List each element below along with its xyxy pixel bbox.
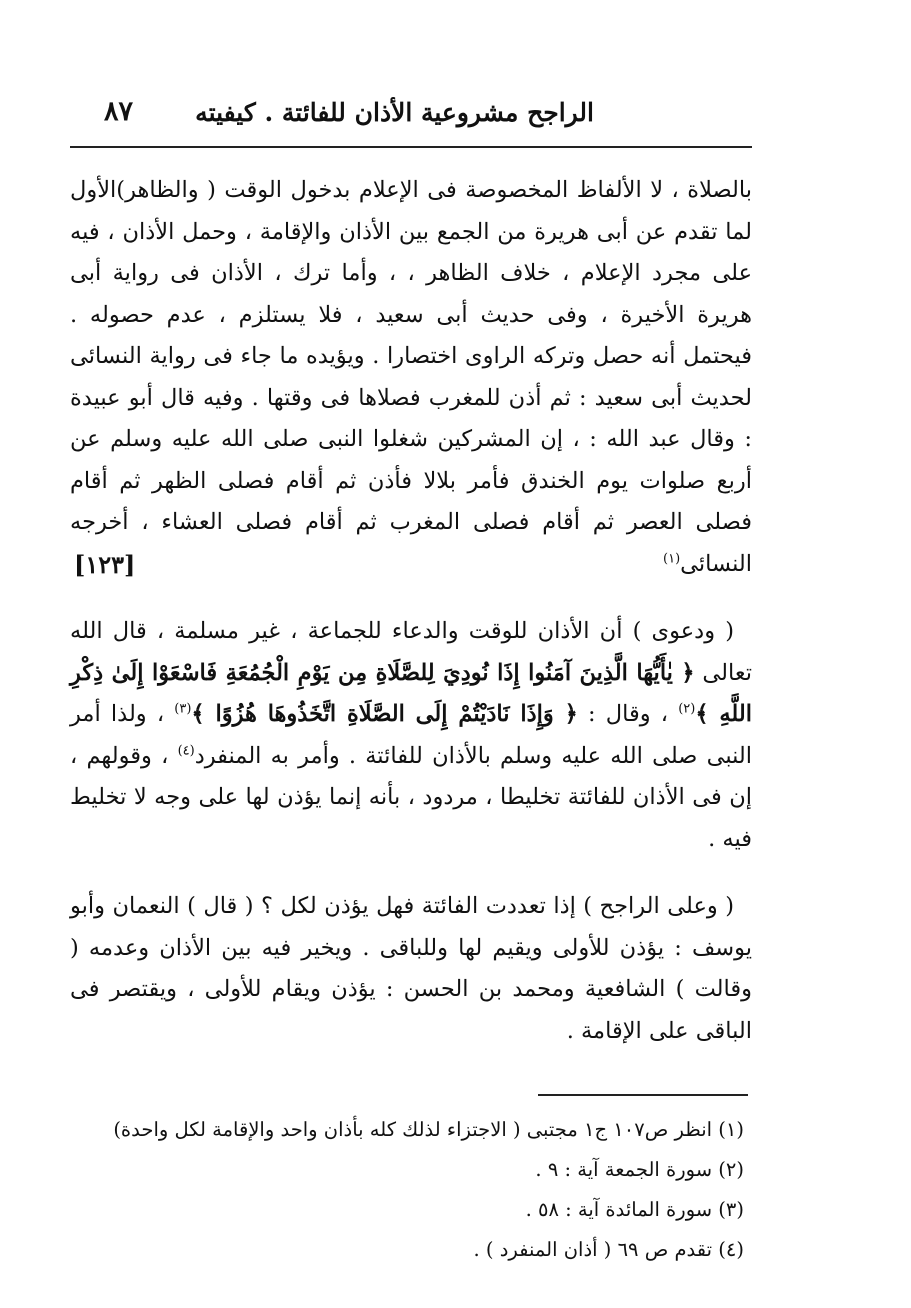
hadith-reference-number: [١٢٣]: [74, 549, 136, 579]
footnote-3: (٣) سورة المائدة آية : ٥٨ .: [525, 1198, 744, 1221]
quran-verse-2: ﴿ وَإِذَا نَادَيْتُمْ إِلَى الصَّلَاةِ اتَّخَذُوهَا هُزُوًا ﴾: [191, 701, 578, 727]
paragraph-2: [70, 611, 752, 860]
footnote-marker-4: (٤): [177, 743, 195, 758]
paragraph-3: [70, 886, 752, 1052]
paragraph-2-text-d: ، وقولهم ، إن فى الأذان للفائتة تخليطا ، مردود ، بأنه إنما يؤذن لها على وجه لا تخليط فيه .: [70, 742, 752, 852]
paragraph-2-text-a: ( ودعوى ) أن الأذان للوقت والدعاء للجماعة ، غير مسلمة ، قال الله تعالى: [70, 618, 752, 686]
quran-verse-1: ﴿ يٰأَيُّهَا الَّذِينَ آمَنُوا إِذَا نُودِيَ لِلصَّلَاةِ مِن يَوْمِ الْجُمُعَةِ فَاسْعَوْا إِلَىٰ ذِكْرِ اللَّهِ ﴾: [70, 659, 752, 727]
body-text: [70, 170, 752, 1052]
running-title: الراجح مشروعية الأذان للفائتة . كيفيته: [195, 98, 594, 127]
paragraph-1-text: بالصلاة ، لا الألفاظ المخصوصة فى الإعلام بدخول الوقت ( والظاهر)الأول لما تقدم عن أبى هريرة من الجمع بين الأذان والإقامة ، وحمل الأذان ، فيه على مجرد الإعلام ، خلاف الظاهر ، ، وأما ترك ، الأذان فى رواية أبى هريرة الأخيرة ، وفى حديث أبى سعيد ، فلا يستلزم ، عدم حصوله . فيحتمل أنه حصل وتركه الراوى اختصارا . ويؤيده ما جاء فى رواية النسائى لحديث أبى سعيد : ثم أذن للمغرب فصلاها فى وقتها . وفيه قال أبو عبيدة : وقال عبد الله : ، إن المشركين شغلوا النبى صلى الله عليه وسلم عن أربع صلوات يوم الخندق فأمر بلالا فأذن ثم أقام فصلى الظهر ثم أقام فصلى العصر ثم أقام فصلى المغرب ثم أقام فصلى العشاء ، أخرجه النسائى: [70, 177, 752, 577]
footnotes: [70, 1110, 744, 1270]
footnote-marker-1: (١): [663, 551, 681, 566]
paragraph-2-text-c: ، ولذا أمر النبى صلى الله عليه وسلم بالأذان للفائتة . وأمر به المنفرد: [70, 701, 753, 769]
paragraph-1: [70, 170, 752, 585]
book-page: [70, 88, 752, 1288]
footnote-marker-2: (٢): [678, 701, 696, 717]
paragraph-3-text: ( وعلى الراجح ) إذا تعددت الفائتة فهل يؤذن لكل ؟ ( قال ) النعمان وأبو يوسف : يؤذن للأولى ويقيم لها وللباقى . ويخير فيه بين الأذان وعدمه ( وقالت ) الشافعية ومحمد بن الحسن : يؤذن ويقام للأولى ، ويقتصر فى الباقى على الإقامة .: [70, 893, 752, 1044]
page-header: [70, 88, 752, 148]
paragraph-2-text-b: ، وقال :: [588, 701, 669, 727]
footnote-marker-3: (٣): [174, 701, 192, 717]
footnote-2: (٢) سورة الجمعة آية : ٩ .: [535, 1158, 744, 1181]
footnote-4: (٤) تقدم ص ٦٩ ( أذان المنفرد ) .: [473, 1238, 744, 1261]
footnote-1: (١) انظر ص١٠٧ ج١ مجتبى ( الاجتزاء لذلك كله بأذان واحد والإقامة لكل واحدة): [113, 1118, 744, 1141]
page-number: ٨٧: [104, 96, 134, 127]
